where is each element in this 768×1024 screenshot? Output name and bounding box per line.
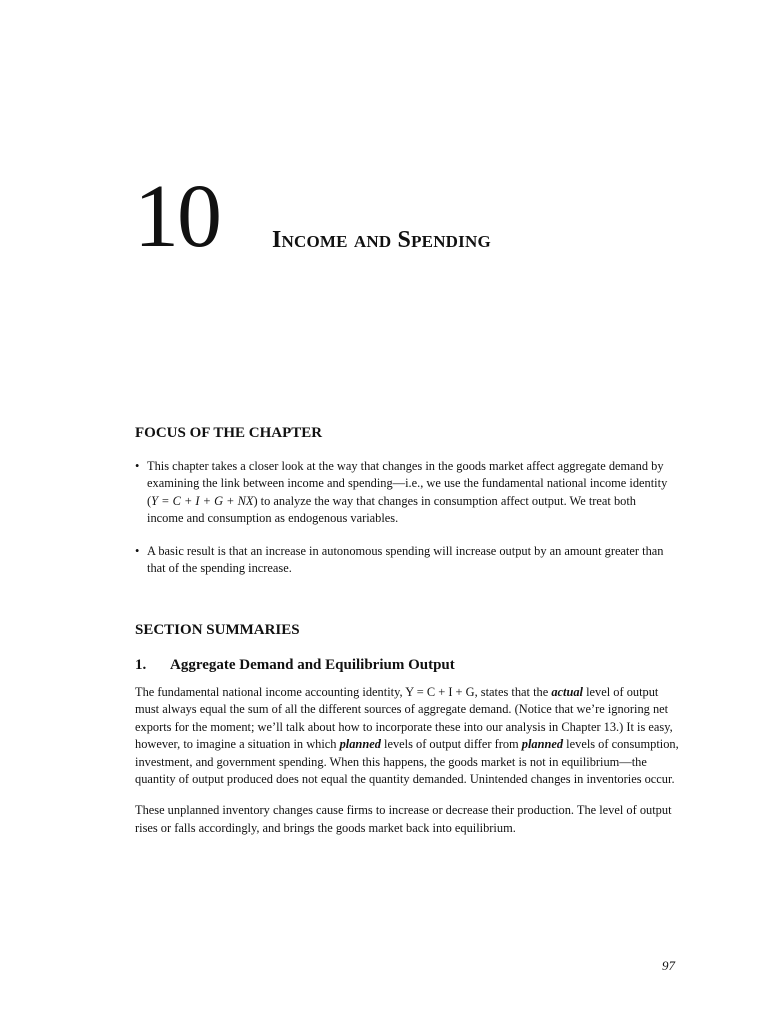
emphasis-text: planned (339, 737, 381, 752)
paragraph-text: levels of consumption, investment, and government spending. When this happens, the goods market is not in equilibrium—the quantity of output produced does not equal the quantity demanded. Unintended changes in inventories occur. (135, 737, 679, 787)
chapter-number: 10 (134, 167, 220, 266)
bullet-text: This chapter takes a closer look at the way that changes in the goods market affect aggregate demand by examining the link between income and spending—i.e., we use the fundamental national income identity ( (147, 459, 668, 508)
paragraph-text: levels of output differ from (380, 737, 522, 752)
body-paragraph: These unplanned inventory changes cause firms to increase or decrease their production. The level of output rises or falls accordingly, and brings the goods market back into equilibrium. (135, 803, 672, 835)
page-number: 97 (662, 958, 675, 973)
emphasis-text: planned (521, 737, 564, 752)
focus-bullet-item (135, 543, 675, 578)
emphasis-text: actual (551, 685, 583, 699)
bullet-mark: • (135, 459, 140, 473)
subsection-heading (135, 656, 455, 674)
chapter-title: Income and Spending (272, 227, 491, 253)
paragraph-text: The fundamental national income accounting identity, Y = C + I + G, states that the (135, 685, 552, 699)
bullet-text: ) to analyze the way that changes in consumption affect output. We treat both income and consumption as endogenous variables. (147, 493, 636, 526)
paragraph-text: level of output must always equal the sum of all the different sources of aggregate demand. (Notice that we’re ignoring net exports for the moment; we’ll talk about how to incorporate these into our analysis in Chapter 13.) It is easy, however, to imagine a situation in which (135, 685, 673, 752)
subsection-number: 1. (135, 657, 147, 673)
bullet-text: A basic result is that an increase in autonomous spending will increase output by an amount greater than that of the spending increase. (147, 543, 664, 576)
subsection-title: Aggregate Demand and Equilibrium Output (170, 657, 455, 673)
section-summaries-heading: SECTION SUMMARIES (135, 622, 300, 638)
bullet-mark: • (135, 543, 140, 558)
focus-heading: FOCUS OF THE CHAPTER (135, 425, 323, 441)
focus-bullet-list (135, 458, 675, 577)
identity-formula: Y = C + I + G + NX (151, 493, 254, 508)
body-paragraph (135, 684, 680, 788)
section-body (135, 684, 680, 837)
focus-bullet-item (135, 458, 675, 528)
